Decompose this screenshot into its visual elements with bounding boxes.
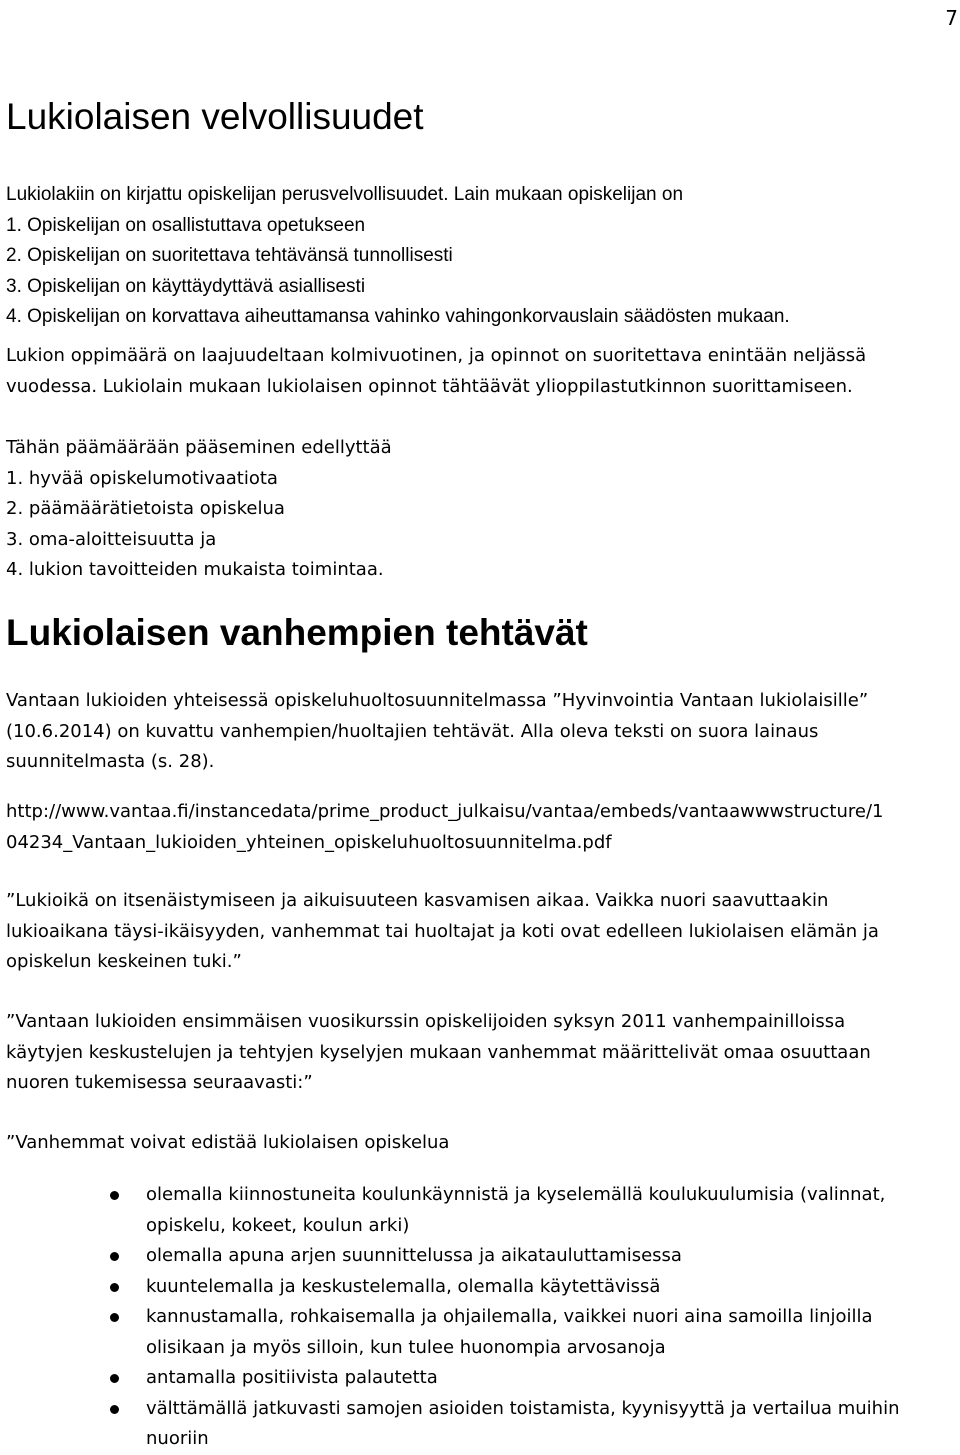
duty-item: 4. Opiskelijan on korvattava aiheuttamansa vahinko vahingonkorvauslain säädösten mukaan. [6, 306, 790, 327]
list-item-text: antamalla positiivista palautetta [146, 1367, 438, 1388]
paragraph-line: Lukion oppimäärä on laajuudeltaan kolmivuotinen, ja opinnot on suoritettava enintään neljässä [6, 345, 867, 366]
list-item-text: olemalla kiinnostuneita koulunkäynnistä ja kyselemällä koulukuulumisia (valinnat, opiskelu, kokeet, koulun arki) [146, 1184, 886, 1236]
quote-paragraph-1 [6, 886, 956, 978]
source-link[interactable] [6, 797, 956, 858]
list-item-text: kuuntelemalla ja keskustelemalla, olemalla käytettävissä [146, 1275, 661, 1297]
support-list [0, 1180, 950, 1455]
quote-line: ”Vantaan lukioiden ensimmäisen vuosikurssin opiskelijoiden syksyn 2011 vanhempainilloissa [6, 1011, 846, 1032]
list-item [0, 1241, 950, 1272]
study-duration-paragraph [6, 341, 956, 402]
list-item-text: välttämällä jatkuvasti samojen asioiden toistamista, kyynisyyttä ja vertailua muihin nuoriin [146, 1397, 900, 1449]
link-line[interactable]: 04234_Vantaan_lukioiden_yhteinen_opiskeluhuoltosuunnitelma.pdf [6, 831, 612, 853]
bullet-icon [110, 1405, 119, 1414]
duties-intro: Lukiolakiin on kirjattu opiskelijan perusvelvollisuudet. Lain mukaan opiskelijan on [6, 184, 684, 205]
quote-line: käytyjen keskustelujen ja tehtyjen kyselyjen mukaan vanhemmat määrittelivät omaa osuuttaan [6, 1041, 871, 1063]
paragraph-line: vuodessa. Lukiolain mukaan lukiolaisen opinnot tähtäävät ylioppilastutkinnon suorittamiseen. [6, 375, 853, 397]
goal-item: 3. oma-aloitteisuutta ja [6, 528, 217, 550]
paragraph-line: Vantaan lukioiden yhteisessä opiskeluhuoltosuunnitelmassa ”Hyvinvointia Vantaan lukiolaisille” [6, 690, 869, 711]
bullet-icon [110, 1252, 119, 1261]
bullet-icon [110, 1191, 119, 1200]
quote-line: ”Lukioikä on itsenäistymiseen ja aikuisuuteen kasvamisen aikaa. Vaikka nuori saavuttaakin [6, 890, 829, 911]
goal-item: 4. lukion tavoitteiden mukaista toimintaa. [6, 559, 384, 580]
quote-paragraph-2 [6, 1007, 956, 1099]
list-item [0, 1394, 946, 1455]
duties-intro-block [6, 180, 956, 333]
paragraph-line: (10.6.2014) on kuvattu vanhempien/huoltajien tehtävät. Alla oleva teksti on suora lainaus [6, 720, 819, 742]
goal-item: 1. hyvää opiskelumotivaatiota [6, 467, 278, 489]
duty-item: 3. Opiskelijan on käyttäydyttävä asiallisesti [6, 275, 366, 297]
goal-item: 2. päämäärätietoista opiskelua [6, 498, 285, 519]
duty-item: 1. Opiskelijan on osallistuttava opetukseen [6, 214, 366, 236]
support-intro: ”Vanhemmat voivat edistää lukiolaisen opiskelua [6, 1132, 450, 1153]
page-number: 7 [945, 6, 958, 30]
quote-line: nuoren tukemisessa seuraavasti:” [6, 1072, 313, 1093]
list-item [0, 1363, 950, 1394]
duty-item: 2. Opiskelijan on suoritettava tehtävänsä tunnollisesti [6, 245, 453, 266]
list-item [0, 1180, 936, 1241]
quote-line: lukioaikana täysi-ikäisyyden, vanhemmat tai huoltajat ja koti ovat edelleen lukiolaisen elämän ja [6, 920, 879, 942]
bullet-icon [110, 1374, 119, 1383]
goal-intro: Tähän päämäärään pääseminen edellyttää [6, 437, 392, 458]
goal-requirements [6, 433, 956, 586]
bullet-icon [110, 1283, 119, 1292]
list-item-text: kannustamalla, rohkaisemalla ja ohjailemalla, vaikkei nuori aina samoilla linjoilla olisikaan ja myös silloin, kun tulee huonompia arvosanoja [146, 1306, 873, 1358]
list-item-text: olemalla apuna arjen suunnittelussa ja aikatauluttamisessa [146, 1245, 682, 1266]
bullet-icon [110, 1313, 119, 1322]
parents-intro-paragraph [6, 686, 956, 778]
section-title-duties: Lukiolaisen velvollisuudet [6, 96, 424, 137]
list-item [0, 1302, 936, 1363]
paragraph-line: suunnitelmasta (s. 28). [6, 751, 215, 772]
section-title-parents: Lukiolaisen vanhempien tehtävät [6, 612, 588, 653]
list-item [0, 1272, 950, 1303]
quote-line: opiskelun keskeinen tuki.” [6, 951, 242, 972]
link-line[interactable]: http://www.vantaa.fi/instancedata/prime_product_julkaisu/vantaa/embeds/vantaawwwstructure/1 [6, 801, 884, 822]
